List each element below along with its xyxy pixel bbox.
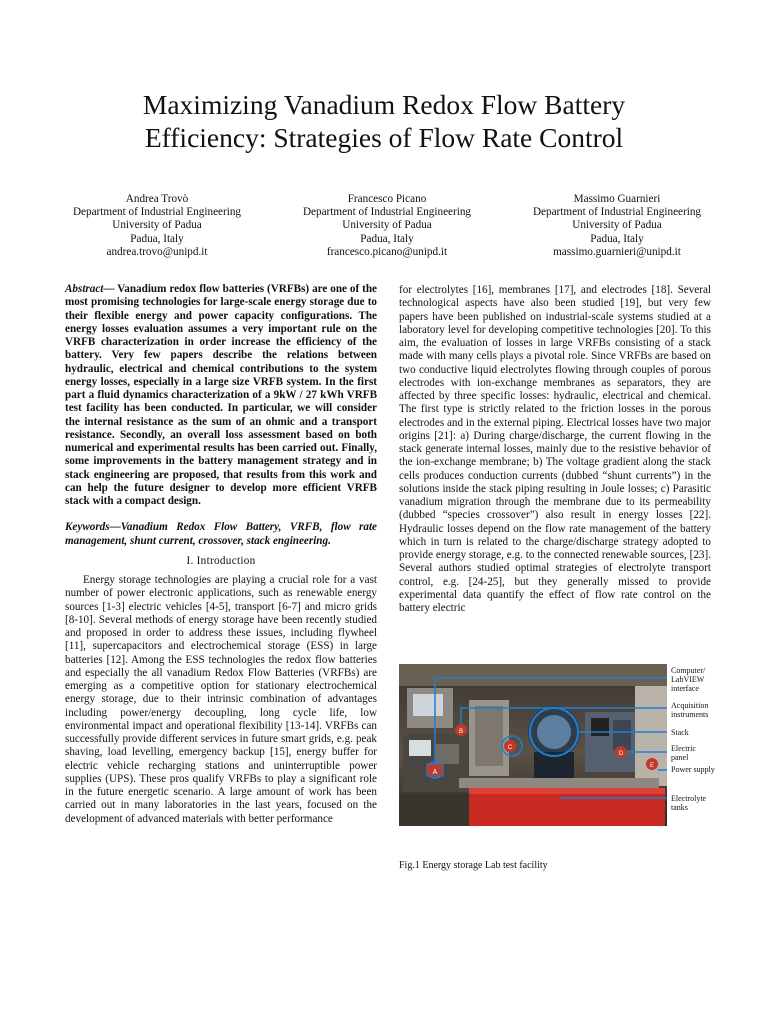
author-dept: Department of Industrial Engineering — [72, 206, 242, 219]
label-stack: Stack — [671, 728, 689, 737]
introduction-paragraph: Energy storage technologies are playing a crucial role for a vast number of power electronic applications, such as renewable energy sources [1-3] electric vehicles [4-5], transport [6-7] and micro grids [8-10]. Several methods of energy storage have been recently studied and proposed in order to address these issues, including flywheel [11], supercapacitors and electrochemical storage (ESS) in large batteries [12]. Among the ESS technologies the redox flow batteries and especially the all vanadium Redox Flow Batteries (VRFBs) are emerging as a competitive option for stationary electrochemical energy storage, due to their intrinsic combination of advantages including power/energy decoupling, long cycle life, low environmental impact and operational flexibility [13-14]. VRFBs can successfully provide different services in future smart grids, e.g. peak shaving, load levelling, emergency backup [15], energy buffer for electric vehicle recharging stations and uninterruptible power supplies (UPS). These pros qualify VRFBs to play a significant role in the future energetic scenario. A large amount of work has been carried out in many laboratories in the last years, focused on the development of advanced materials with better performance — [65, 574, 377, 825]
author-univ: University of Padua — [112, 219, 202, 232]
figure-1 — [399, 664, 715, 826]
title-line-1: Maximizing Vanadium Redox Flow Battery — [142, 89, 626, 120]
author-dept: Department of Industrial Engineering — [302, 206, 472, 219]
keywords: Keywords—Vanadium Redox Flow Battery, VRFB, flow rate management, shunt current, crossover, stack engineering. — [65, 521, 377, 547]
author-2 — [287, 193, 487, 259]
author-dept: Department of Industrial Engineering — [532, 206, 702, 219]
label-power-supply: Power supply — [671, 765, 715, 774]
author-email: francesco.picano@unipd.it — [326, 245, 448, 258]
marker-c: C — [507, 745, 513, 751]
abstract-text: Vanadium redox flow batteries (VRFBs) are one of the most promising technologies for large-scale energy storage due to their flexible energy and power capacity configurations. The energy losses evaluation assumes a very important rule on the VRFB characterization in order increase the efficiency of the battery. Very few papers describe the relations between hydraulic, electrical and chemical contributions to the system energy losses, especially in a large size VRFB system. In the first part a fluid dynamics characterization of a 9kW / 27 kWh VRFB test facility has been conducted. In particular, we will consider the internal resistance as the sum of an ohmic and a transport resistance. Secondly, an overall loss assessment based on both numerical and experimental results has been carried out. Finally, some improvements in the battery management strategy and in stack engineering are proposed, that results from this work and can help the future designer to develop more efficient VRFB stack with a compact design. — [65, 283, 377, 507]
author-name: Andrea Trovò — [125, 193, 189, 205]
author-name: Massimo Guarnieri — [573, 193, 661, 205]
author-1 — [57, 193, 257, 259]
title-line-2: Efficiency: Strategies of Flow Rate Control — [144, 122, 624, 153]
author-city: Padua, Italy — [590, 232, 644, 245]
author-univ: University of Padua — [342, 219, 432, 232]
marker-d: D — [618, 751, 624, 757]
author-name: Francesco Picano — [347, 193, 427, 205]
label-acquisition-instruments: Acquisition instruments — [671, 701, 709, 719]
right-column — [399, 284, 711, 615]
author-city: Padua, Italy — [360, 232, 414, 245]
author-univ: University of Padua — [572, 219, 662, 232]
marker-b: B — [458, 729, 464, 735]
author-email: massimo.guarnieri@unipd.it — [553, 245, 681, 258]
right-column-paragraph: for electrolytes [16], membranes [17], and electrodes [18]. Several technological aspects have also been studied [19], but very few papers have been published on industrial-scale systems studied at a laboratory level for developing competitive technologies [20]. To this aim, the evaluation of losses in large VRFBs consisting of a stack made with many cells plays a pivotal role. Since VRFBs are based on two conductive liquid electrolytes flowing through couples of porous electrodes with ion-exchange membranes as separators, they are affected by three specific losses: hydraulic, electrical and chemical. The first type is strictly related to the friction losses in the porous electrodes and in the external piping. Electrical losses have two major origins [21]: a) During charge/discharge, the current flowing in the stack generate internal losses, mainly due to the resistive behavior of the ion-exchange membrane; b) The voltage gradient along the stack cells produces conduction currents (dubbed “shunt currents”) in the solutions inside the stack piping resulting in Joule losses; c) Parasitic vanadium migration through the membrane due to its permeability (dubbed “species crossover”) also result in energy losses [22]. Hydraulic losses depend on the flow rate management of the battery which in turn is related to the charge/discharge strategy adopted to provide energy storage, e.g. to the connected renewable sources, [23]. Several authors studied optimal strategies of electrolyte transport control, e.g. [24-25], but they generally missed to provide experimental data quantify the effect of flow rate control on the battery electric — [399, 284, 711, 614]
paper-title — [60, 88, 708, 154]
author-city: Padua, Italy — [130, 232, 184, 245]
figure-caption: Fig.1 Energy storage Lab test facility — [399, 860, 548, 871]
marker-e: E — [649, 763, 655, 769]
label-computer-labview: Computer/ LabVIEW interface — [671, 666, 706, 693]
abstract — [65, 283, 377, 508]
section-heading-introduction: I. Introduction — [186, 554, 256, 567]
label-electrolyte-tanks: Electrolyte tanks — [671, 794, 707, 812]
lab-facility-photo — [399, 664, 667, 826]
abstract-lead: Abstract— — [65, 283, 115, 295]
left-column — [65, 283, 377, 826]
author-email: andrea.trovo@unipd.it — [106, 245, 208, 258]
label-electric-panel: Electric panel — [671, 744, 696, 762]
marker-a: A — [432, 769, 438, 776]
author-3 — [517, 193, 717, 259]
